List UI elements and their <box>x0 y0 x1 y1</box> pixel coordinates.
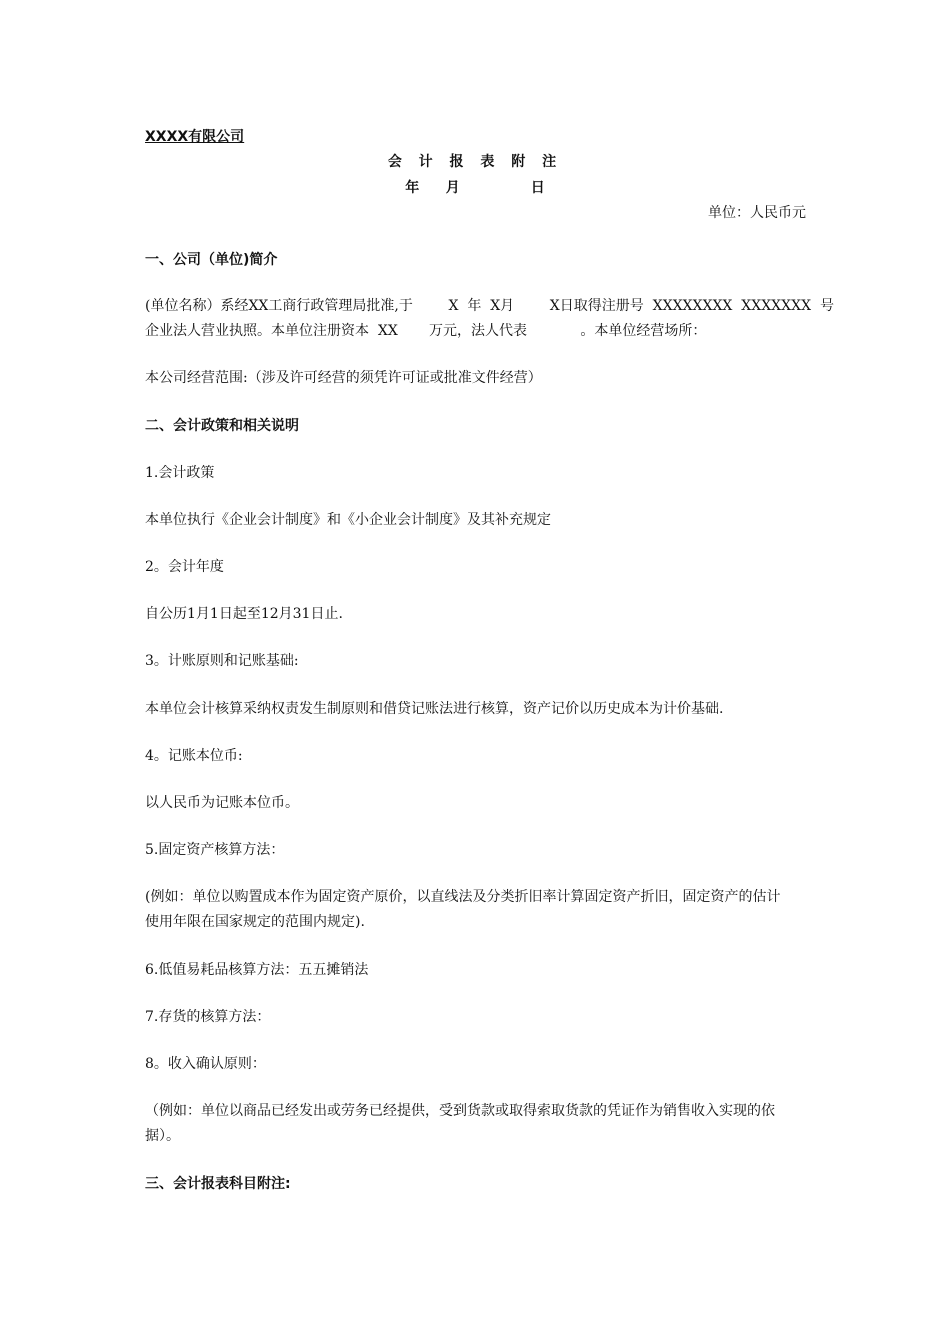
policy-item-4-text: 以人民币为记账本位币。 <box>145 795 299 811</box>
policy-item-1-text: 本单位执行《企业会计制度》和《小企业会计制度》及其补充规定 <box>145 512 551 528</box>
report-date: 年 月 日 <box>405 180 545 196</box>
policy-item-5-label: 5.固定资产核算方法： <box>145 842 285 858</box>
policy-item-6-label: 6.低值易耗品核算方法：五五摊销法 <box>145 962 369 978</box>
section-heading-company-intro: 一、公司（单位)简介 <box>145 252 278 268</box>
company-intro-line-2: 企业法人营业执照。本单位注册资本 XX 万元，法人代表 。本单位经营场所： <box>145 323 707 339</box>
policy-item-7-label: 7.存货的核算方法： <box>145 1009 271 1025</box>
section-heading-statement-notes: 三、会计报表科目附注: <box>145 1176 291 1192</box>
policy-item-8-text-line-1: （例如：单位以商品已经发出或劳务已经提供，受到货款或取得索取货款的凭证作为销售收入实现的依 <box>145 1103 775 1119</box>
policy-item-2-text: 自公历1月1日起至12月31日止. <box>145 606 343 622</box>
policy-item-8-text-line-2: 据）。 <box>145 1128 180 1144</box>
policy-item-2-label: 2。会计年度 <box>145 559 224 575</box>
policy-item-5-text-line-1: (例如：单位以购置成本作为固定资产原价，以直线法及分类折旧率计算固定资产折旧，固定资产的估计 <box>145 889 781 905</box>
policy-item-3-label: 3。计账原则和记账基础: <box>145 653 299 669</box>
policy-item-1-label: 1.会计政策 <box>145 465 215 481</box>
policy-item-8-label: 8。收入确认原则： <box>145 1056 266 1072</box>
policy-item-3-text: 本单位会计核算采纳权责发生制原则和借贷记账法进行核算，资产记价以历史成本为计价基础. <box>145 701 724 717</box>
business-scope: 本公司经营范围:（涉及许可经营的须凭许可证或批准文件经营） <box>145 370 542 386</box>
company-intro-line-1: (单位名称）系经XX工商行政管理局批准,于 X 年 X月 X日取得注册号 XXXXXXXX XXXXXXX 号 <box>145 298 834 314</box>
document-title: 会 计 报 表 附 注 <box>387 154 563 170</box>
section-heading-accounting-policies: 二、会计政策和相关说明 <box>145 418 299 434</box>
company-name: XXXX有限公司 <box>145 129 245 145</box>
currency-unit: 单位：人民币元 <box>708 205 806 221</box>
policy-item-5-text-line-2: 使用年限在国家规定的范围内规定). <box>145 914 365 930</box>
policy-item-4-label: 4。记账本位币: <box>145 748 243 764</box>
